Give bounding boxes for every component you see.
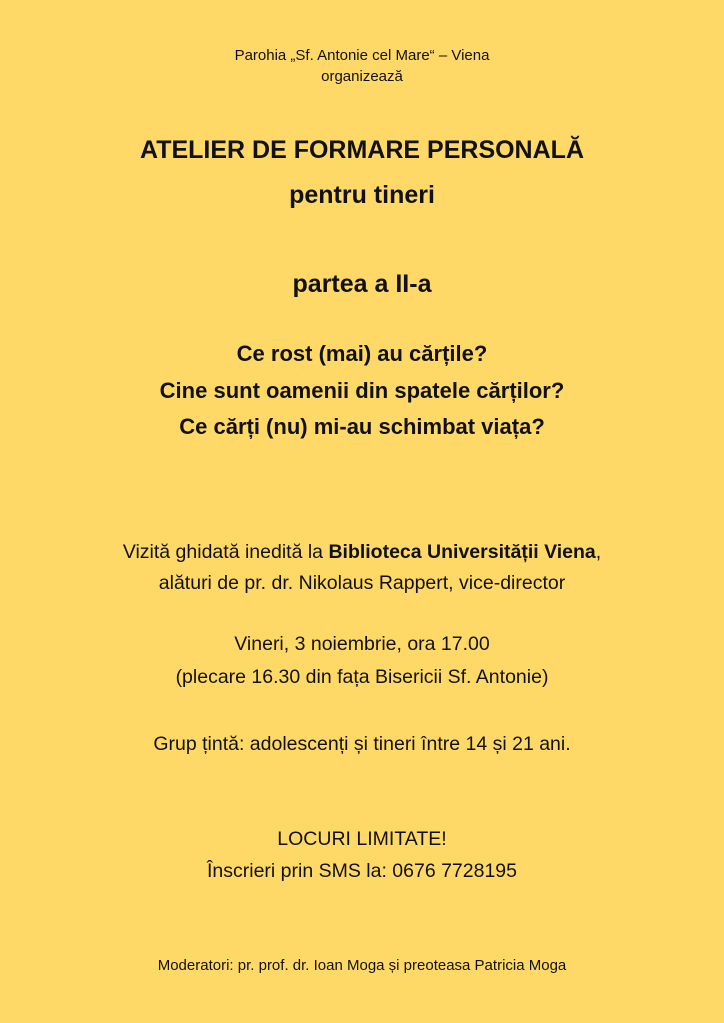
registration-sms: Înscrieri prin SMS la: 0676 7728195 xyxy=(206,860,517,882)
question-2: Cine sunt oamenii din spatele cărților? xyxy=(159,378,565,403)
event-title: ATELIER DE FORMARE PERSONALĂ xyxy=(140,136,584,164)
organizer-line: Parohia „Sf. Antonie cel Mare“ – Viena xyxy=(234,47,490,64)
visit-guide: alături de pr. dr. Nikolaus Rappert, vice-director xyxy=(158,572,566,594)
visit-line xyxy=(0,539,724,565)
event-subtitle: pentru tineri xyxy=(289,181,435,209)
target-audience: Grup țintă: adolescenți și tineri între 14 și 21 ani. xyxy=(153,733,571,755)
visit-prefix: Vizită ghidată inedită la xyxy=(122,541,329,563)
question-3: Ce cărți (nu) mi-au schimbat viața? xyxy=(179,414,545,439)
event-part: partea a II-a xyxy=(292,270,432,298)
schedule-departure: (plecare 16.30 din fața Bisericii Sf. Antonie) xyxy=(175,666,549,688)
limited-seats: LOCURI LIMITATE! xyxy=(277,828,447,850)
visit-suffix: , xyxy=(595,541,602,563)
question-1: Ce rost (mai) au cărțile? xyxy=(236,341,488,366)
moderators-line: Moderatori: pr. prof. dr. Ioan Moga și preoteasa Patricia Moga xyxy=(157,957,567,974)
visit-place: Biblioteca Universității Viena xyxy=(328,541,596,563)
schedule-date: Vineri, 3 noiembrie, ora 17.00 xyxy=(234,633,490,655)
organizes-line: organizează xyxy=(321,68,403,85)
